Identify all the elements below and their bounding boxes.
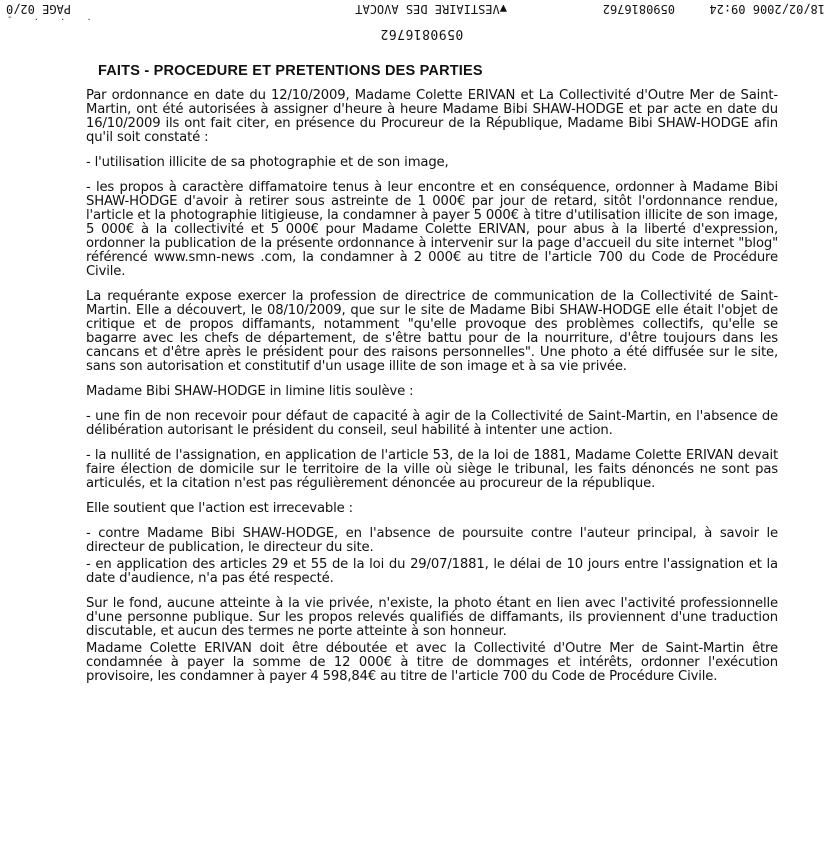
document-body (86, 63, 778, 695)
paragraph-delai: - en application des articles 29 et 55 de la loi du 29/07/1881, le délai de 10 jours entre l'assignation et la date d'audience, n'a pas été respecté. (86, 557, 778, 586)
section-heading: FAITS - PROCEDURE ET PRETENTIONS DES PARTIES (98, 63, 483, 79)
paragraph-contre-auteur: - contre Madame Bibi SHAW-HODGE, en l'absence de poursuite contre l'auteur principal, à savoir le directeur de publication, le directeur du site. (86, 526, 778, 555)
paragraph-conclusion: Madame Colette ERIVAN doit être déboutée et avec la Collectivité d'Outre Mer de Saint-Martin être condamnée à payer la somme de 12 000€ à titre de dommages et intérêts, ordonner l'exécution provisoire, les condamner à payer 4 598,84€ au titre de l'article 700 du Code de Procédure Civile. (86, 641, 778, 684)
fax-reference-number: 0590816762 (380, 26, 464, 41)
paragraph-ordonnance: Par ordonnance en date du 12/10/2009, Madame Colette ERIVAN et La Collectivité d'Outre Mer de Saint-Martin, ont été autorisées à assigner d'heure à heure Madame Bibi SHAW-HODGE et par acte en date du 16/10/2009 ils ont fait citer, en présence du Procureur de la République, Madame Bibi SHAW-HODGE afin qu'il soit constaté : (86, 88, 778, 145)
paragraph-claim-image: - l'utilisation illicite de sa photographie et de son image, (86, 155, 449, 170)
fax-number: 0590816762 (602, 2, 675, 16)
paragraph-nullite: - la nullité de l'assignation, en application de l'article 53, de la loi de 1881, Madame Colette ERIVAN devait faire élection de domicile sur le territoire de la ville où siège le tribunal, les faits dénoncés ne sont pas articulés, et la citation n'est pas régulièrement dénoncée au procureur de la république. (86, 448, 778, 491)
paragraph-irrecevable: Elle soutient que l'action est irrecevable : (86, 501, 353, 516)
fax-date-time: 18/02/2006 09:24 (709, 2, 825, 16)
paragraph-sur-le-fond: Sur le fond, aucune atteinte à la vie privée, n'existe, la photo étant en lien avec l'activité professionnelle d'une personne publique. Sur les propos relevés qualifiés de diffamants, ils proviennent d'une traduction discutable, et aucun des termes ne porte atteinte à son honneur. (86, 596, 778, 639)
fax-page-number: PAGE 02/0 (6, 2, 72, 16)
paragraph-in-limine: Madame Bibi SHAW-HODGE in limine litis soulève : (86, 384, 414, 399)
paragraph-claim-diffamation: - les propos à caractère diffamatoire tenus à leur encontre et en conséquence, ordonner à Madame Bibi SHAW-HODGE d'avoir à retirer sous astreinte de 1 000€ par jour de retard, sitôt l'ordonnance rendue, l'article et la photographie litigieuse, la condamner à payer 5 000€ à titre d'utilisation illicite de son image, 5 000€ à la collectivité et 5 000€ pour Madame Colette ERIVAN, pour abus à la liberté d'expression, ordonner la publication de la présente ordonnance à intervenir sur la page d'accueil du site internet "blog" référencé www.smn-news .com, la condamner à 2 000€ au titre de l'article 700 du Code de Procédure Civile. (86, 180, 778, 279)
paragraph-requerante: La requérante expose exercer la profession de directrice de communication de la Collectivité de Saint-Martin. Elle a découvert, le 08/10/2009, que sur le site de Madame Bibi SHAW-HODGE elle était l'objet de critique et de propos diffamants, notamment "qu'elle provoque des problèmes collectifs, qu'elle se bagarre avec les chefs de département, de s'être battu pour de la nourriture, d'être toujours dans les cancans et d'être après le président pour des raisons personnelles". Une photo a été diffusée sur le site, sans son autorisation et constitutif d'un usage illite de son image et à sa vie privée. (86, 289, 778, 374)
scan-specks: - . . . (8, 12, 101, 23)
fax-sender: ▼VESTIAIRE DES AVOCAT (355, 2, 507, 16)
fax-transmission-line (6, 0, 825, 18)
paragraph-fin-de-non-recevoir: - une fin de non recevoir pour défaut de capacité à agir de la Collectivité de Saint-Martin, en l'absence de délibération autorisant le président du conseil, seul habilité à intenter une action. (86, 409, 778, 438)
